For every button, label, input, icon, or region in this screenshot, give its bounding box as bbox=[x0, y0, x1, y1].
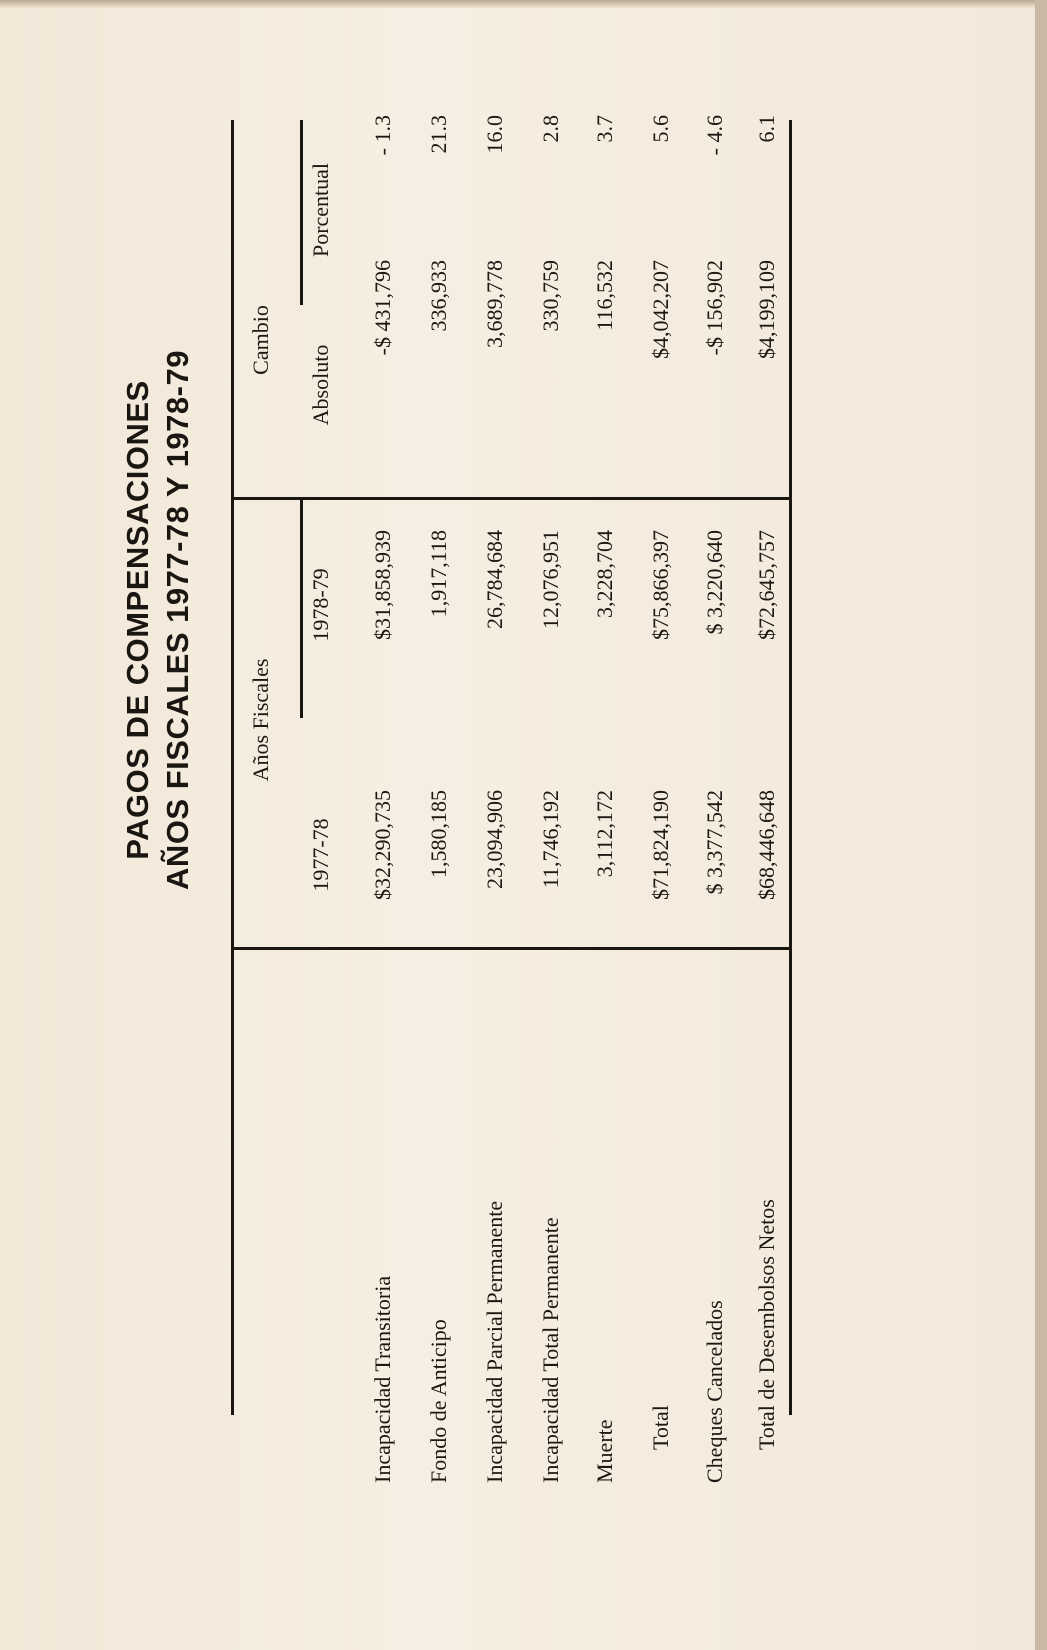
cell-porcentual: 2.8 bbox=[538, 115, 563, 143]
cell-porcentual: 21.3 bbox=[426, 115, 451, 154]
cell-absoluto: $4,042,207 bbox=[648, 260, 673, 359]
cell-porcentual: 3.7 bbox=[592, 115, 617, 143]
cell-absoluto: $4,199,109 bbox=[754, 260, 779, 359]
cell-porcentual: 16.0 bbox=[482, 115, 507, 154]
column-header-1978-79: 1978-79 bbox=[308, 568, 333, 642]
cell-porcentual: 5.6 bbox=[648, 115, 673, 143]
row-label: Fondo de Anticipo bbox=[426, 1319, 451, 1483]
cell-1978-79: 3,228,704 bbox=[592, 530, 617, 618]
cell-absoluto: 336,933 bbox=[426, 260, 451, 332]
page-title-line2: AÑOS FISCALES 1977-78 Y 1978-79 bbox=[160, 350, 195, 890]
cell-1977-78: $68,446,648 bbox=[754, 790, 779, 900]
row-label: Incapacidad Parcial Permanente bbox=[482, 1200, 507, 1483]
cell-1978-79: 26,784,684 bbox=[482, 530, 507, 629]
cell-1977-78: $32,290,735 bbox=[370, 790, 395, 900]
header-fiscal-years: Años Fiscales bbox=[248, 658, 273, 782]
cell-1977-78: 3,112,172 bbox=[592, 790, 617, 878]
column-header-absoluto: Absoluto bbox=[308, 344, 333, 426]
cell-absoluto: -$ 156,902 bbox=[702, 260, 727, 356]
cell-porcentual: - 1.3 bbox=[370, 115, 395, 156]
page-title-line1: PAGOS DE COMPENSACIONES bbox=[120, 380, 155, 860]
header-change: Cambio bbox=[248, 305, 273, 375]
row-label: Muerte bbox=[592, 1419, 617, 1483]
row-label: Incapacidad Total Permanente bbox=[538, 1217, 563, 1483]
cell-1978-79: 1,917,118 bbox=[426, 530, 451, 618]
cell-absoluto: 116,532 bbox=[592, 260, 617, 331]
cell-absoluto: 330,759 bbox=[538, 260, 563, 332]
cell-1978-79: $ 3,220,640 bbox=[702, 530, 727, 635]
cell-1978-79: $31,858,939 bbox=[370, 530, 395, 640]
divider-fiscal-change bbox=[231, 497, 792, 500]
table-top-rule bbox=[231, 120, 234, 1415]
column-header-1977-78: 1977-78 bbox=[308, 818, 333, 892]
table-bottom-rule bbox=[789, 120, 792, 1415]
cell-1978-79: $75,866,397 bbox=[648, 530, 673, 640]
row-label: Cheques Cancelados bbox=[702, 1300, 727, 1483]
cell-1977-78: $ 3,377,542 bbox=[702, 790, 727, 895]
row-label: Incapacidad Transitoria bbox=[370, 1275, 395, 1483]
cell-absoluto: 3,689,778 bbox=[482, 260, 507, 348]
cell-absoluto: -$ 431,796 bbox=[370, 260, 395, 356]
cell-1978-79: $72,645,757 bbox=[754, 530, 779, 640]
column-header-porcentual: Porcentual bbox=[308, 162, 333, 258]
row-label: Total bbox=[648, 1405, 673, 1450]
cell-porcentual: 6.1 bbox=[754, 115, 779, 143]
cell-1977-78: 1,580,185 bbox=[426, 790, 451, 878]
row-label: Total de Desembolsos Netos bbox=[754, 1199, 779, 1450]
cell-1977-78: $71,824,190 bbox=[648, 790, 673, 900]
cell-1977-78: 11,746,192 bbox=[538, 790, 563, 889]
cell-1977-78: 23,094,906 bbox=[482, 790, 507, 889]
cell-porcentual: - 4.6 bbox=[702, 115, 727, 156]
fiscal-years-underline bbox=[300, 498, 303, 718]
change-underline bbox=[300, 120, 303, 305]
cell-1978-79: 12,076,951 bbox=[538, 530, 563, 629]
